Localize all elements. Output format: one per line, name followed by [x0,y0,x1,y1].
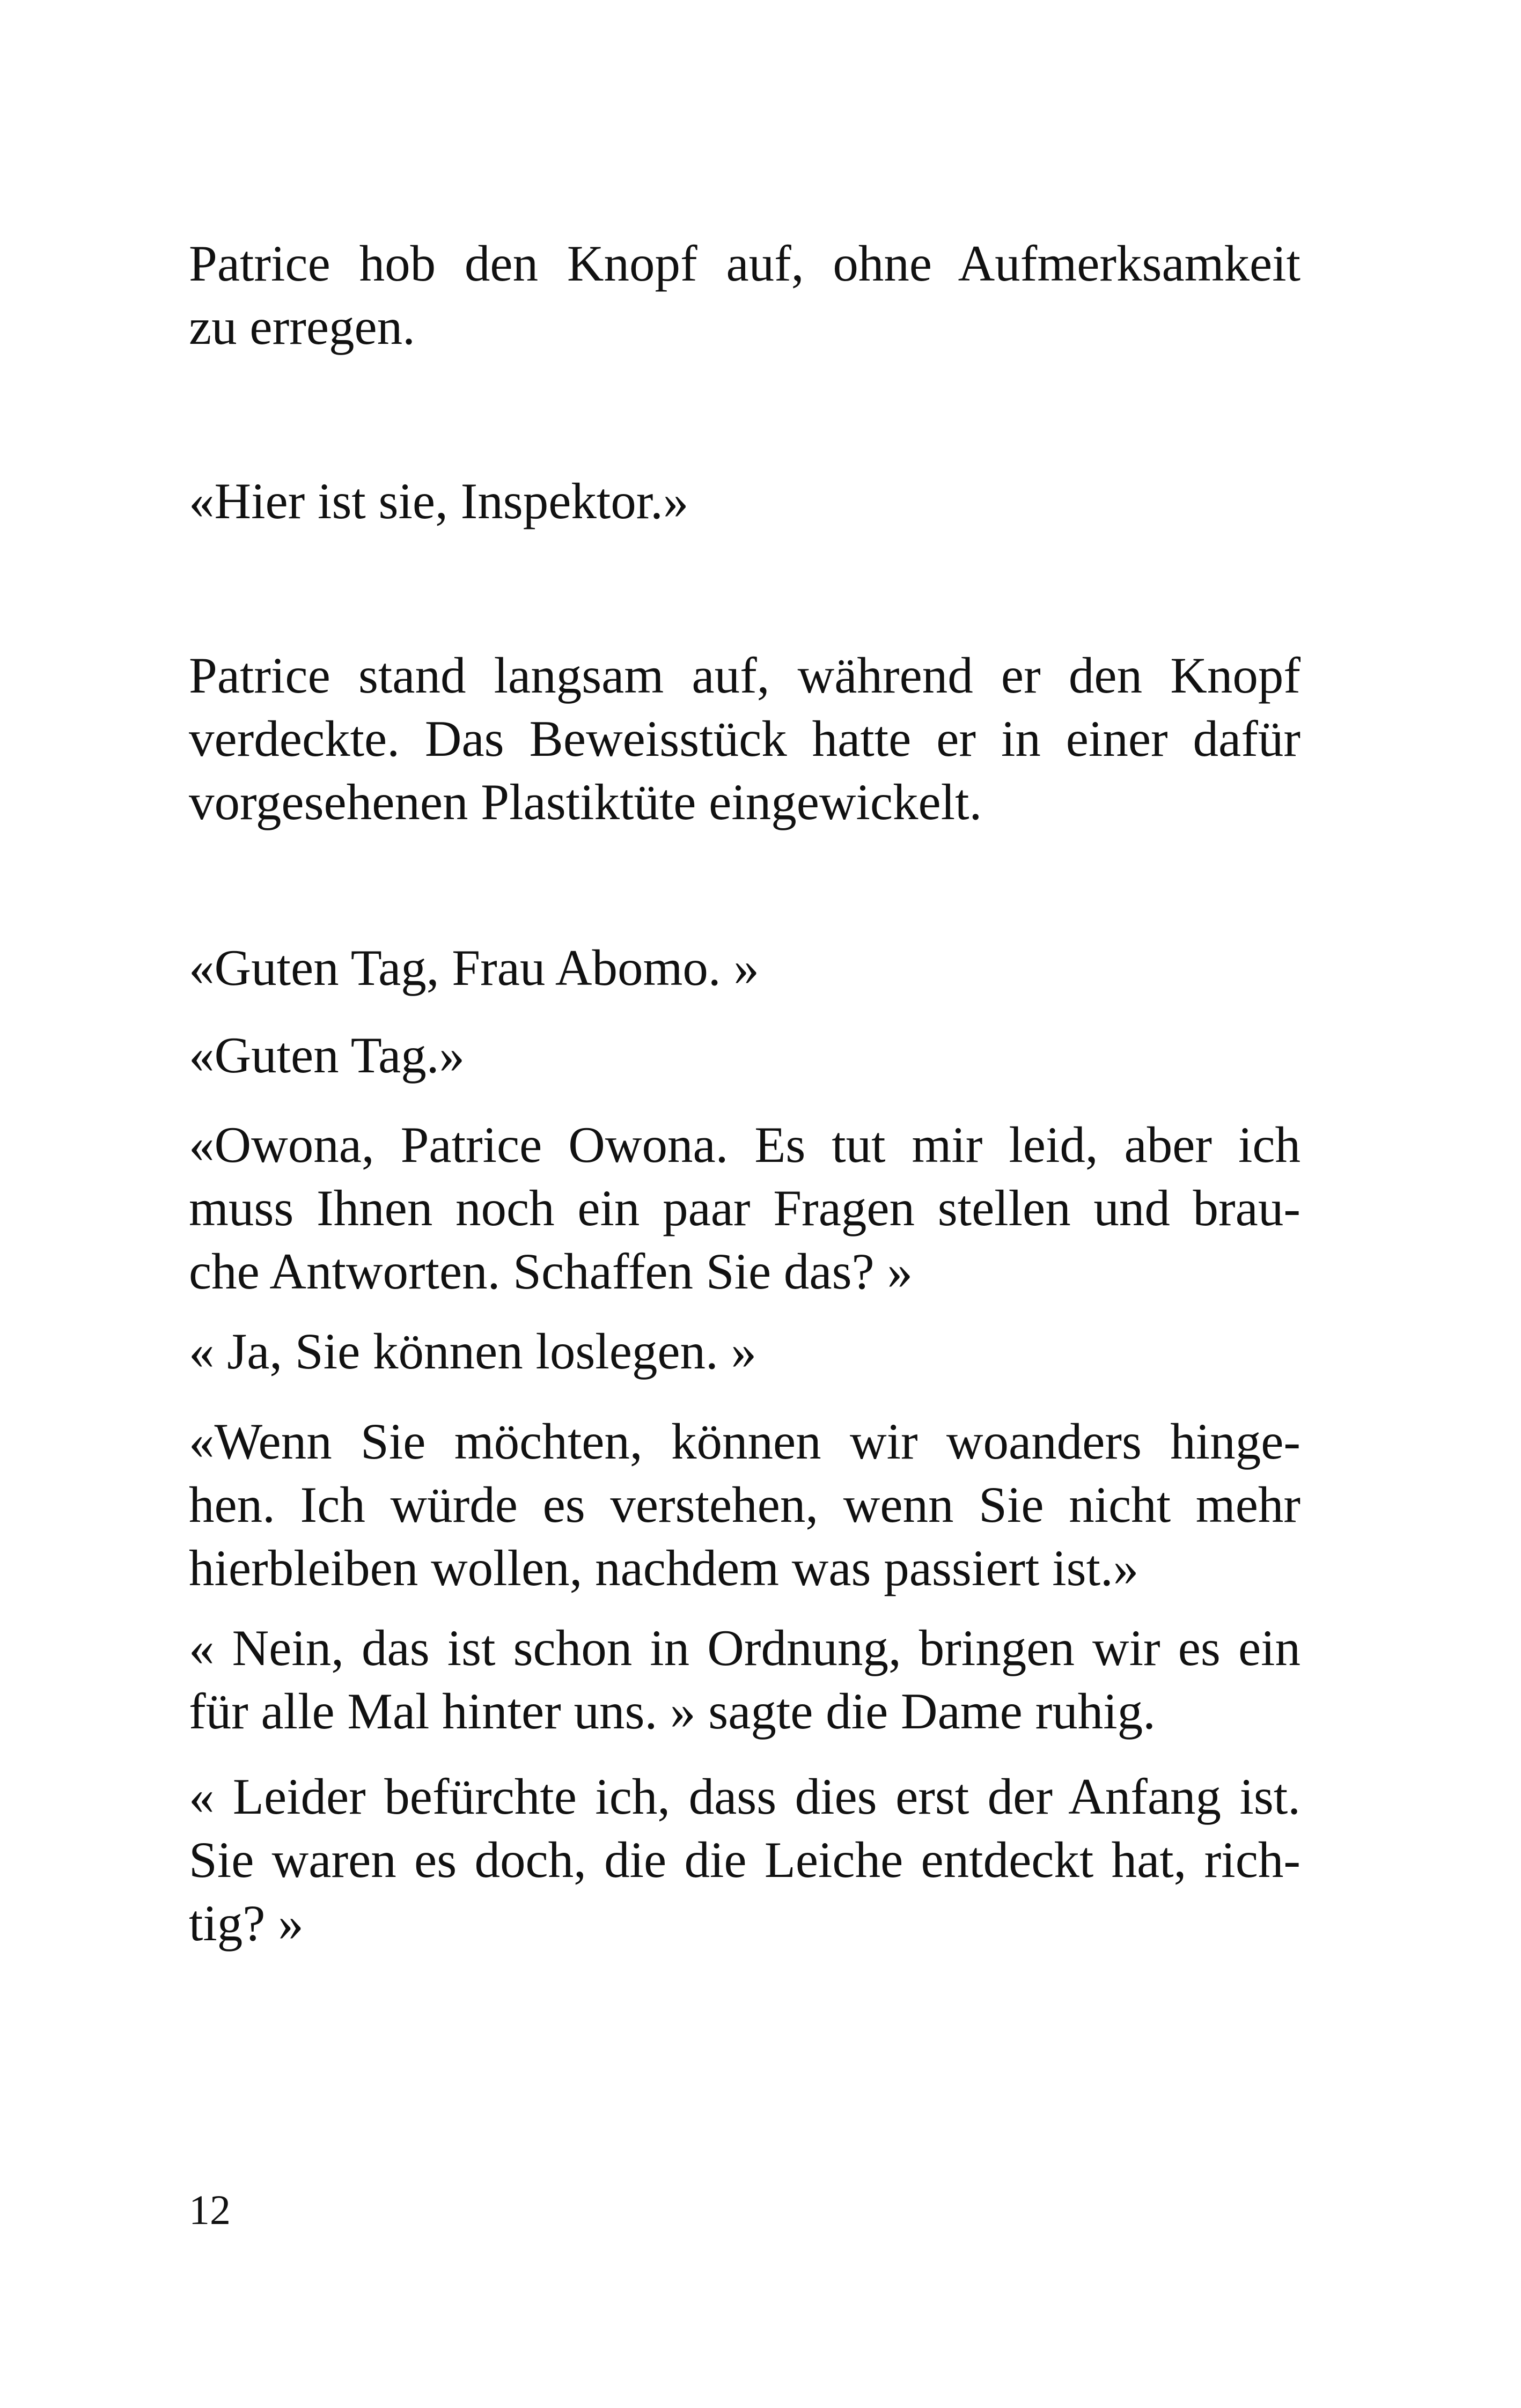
text-line: «Guten Tag.» [189,1027,465,1084]
text-line: che Antworten. Schaffen Sie das? » [189,1243,913,1300]
paragraph [189,1410,1300,1600]
text-line: für alle Mal hinter uns. » sagte die Dame ruhig. [189,1683,1156,1740]
text-line: tig? » [189,1895,304,1952]
paragraph [189,644,1300,834]
text-line: Patrice hob den Knopf auf, ohne Aufmerksamkeit [189,235,1300,292]
text-line: «Hier ist sie, Inspektor.» [189,473,689,529]
text-line: muss Ihnen noch ein paar Fragen stellen und brau- [189,1180,1300,1236]
text-line: « Leider befürchte ich, dass dies erst der Anfang ist. [189,1768,1300,1825]
paragraph [189,1320,1300,1383]
text-line: zu erregen. [189,298,415,355]
paragraph [189,469,1300,533]
text-line: Patrice stand langsam auf, während er den Knopf [189,647,1300,704]
paragraph [189,936,1300,999]
text-line: vorgesehenen Plastiktüte eingewickelt. [189,774,982,830]
paragraph [189,1765,1300,1955]
paragraph [189,1023,1300,1087]
text-line: verdeckte. Das Beweisstück hatte er in einer dafür [189,710,1300,767]
page-number: 12 [189,2186,231,2233]
text-line: « Nein, das ist schon in Ordnung, bringen wir es ein [189,1619,1300,1676]
text-line: « Ja, Sie können loslegen. » [189,1323,757,1380]
text-line: Sie waren es doch, die die Leiche entdeckt hat, rich- [189,1831,1300,1888]
text-line: hen. Ich würde es verstehen, wenn Sie nicht mehr [189,1476,1300,1533]
text-line: hierbleiben wollen, nachdem was passiert ist.» [189,1540,1139,1596]
text-line: «Owona, Patrice Owona. Es tut mir leid, aber ich [189,1116,1300,1173]
paragraph [189,1113,1300,1303]
paragraph [189,232,1300,358]
paragraph [189,1616,1300,1743]
text-line: «Guten Tag, Frau Abomo. » [189,939,759,996]
text-line: «Wenn Sie möchten, können wir woanders hinge- [189,1413,1300,1470]
